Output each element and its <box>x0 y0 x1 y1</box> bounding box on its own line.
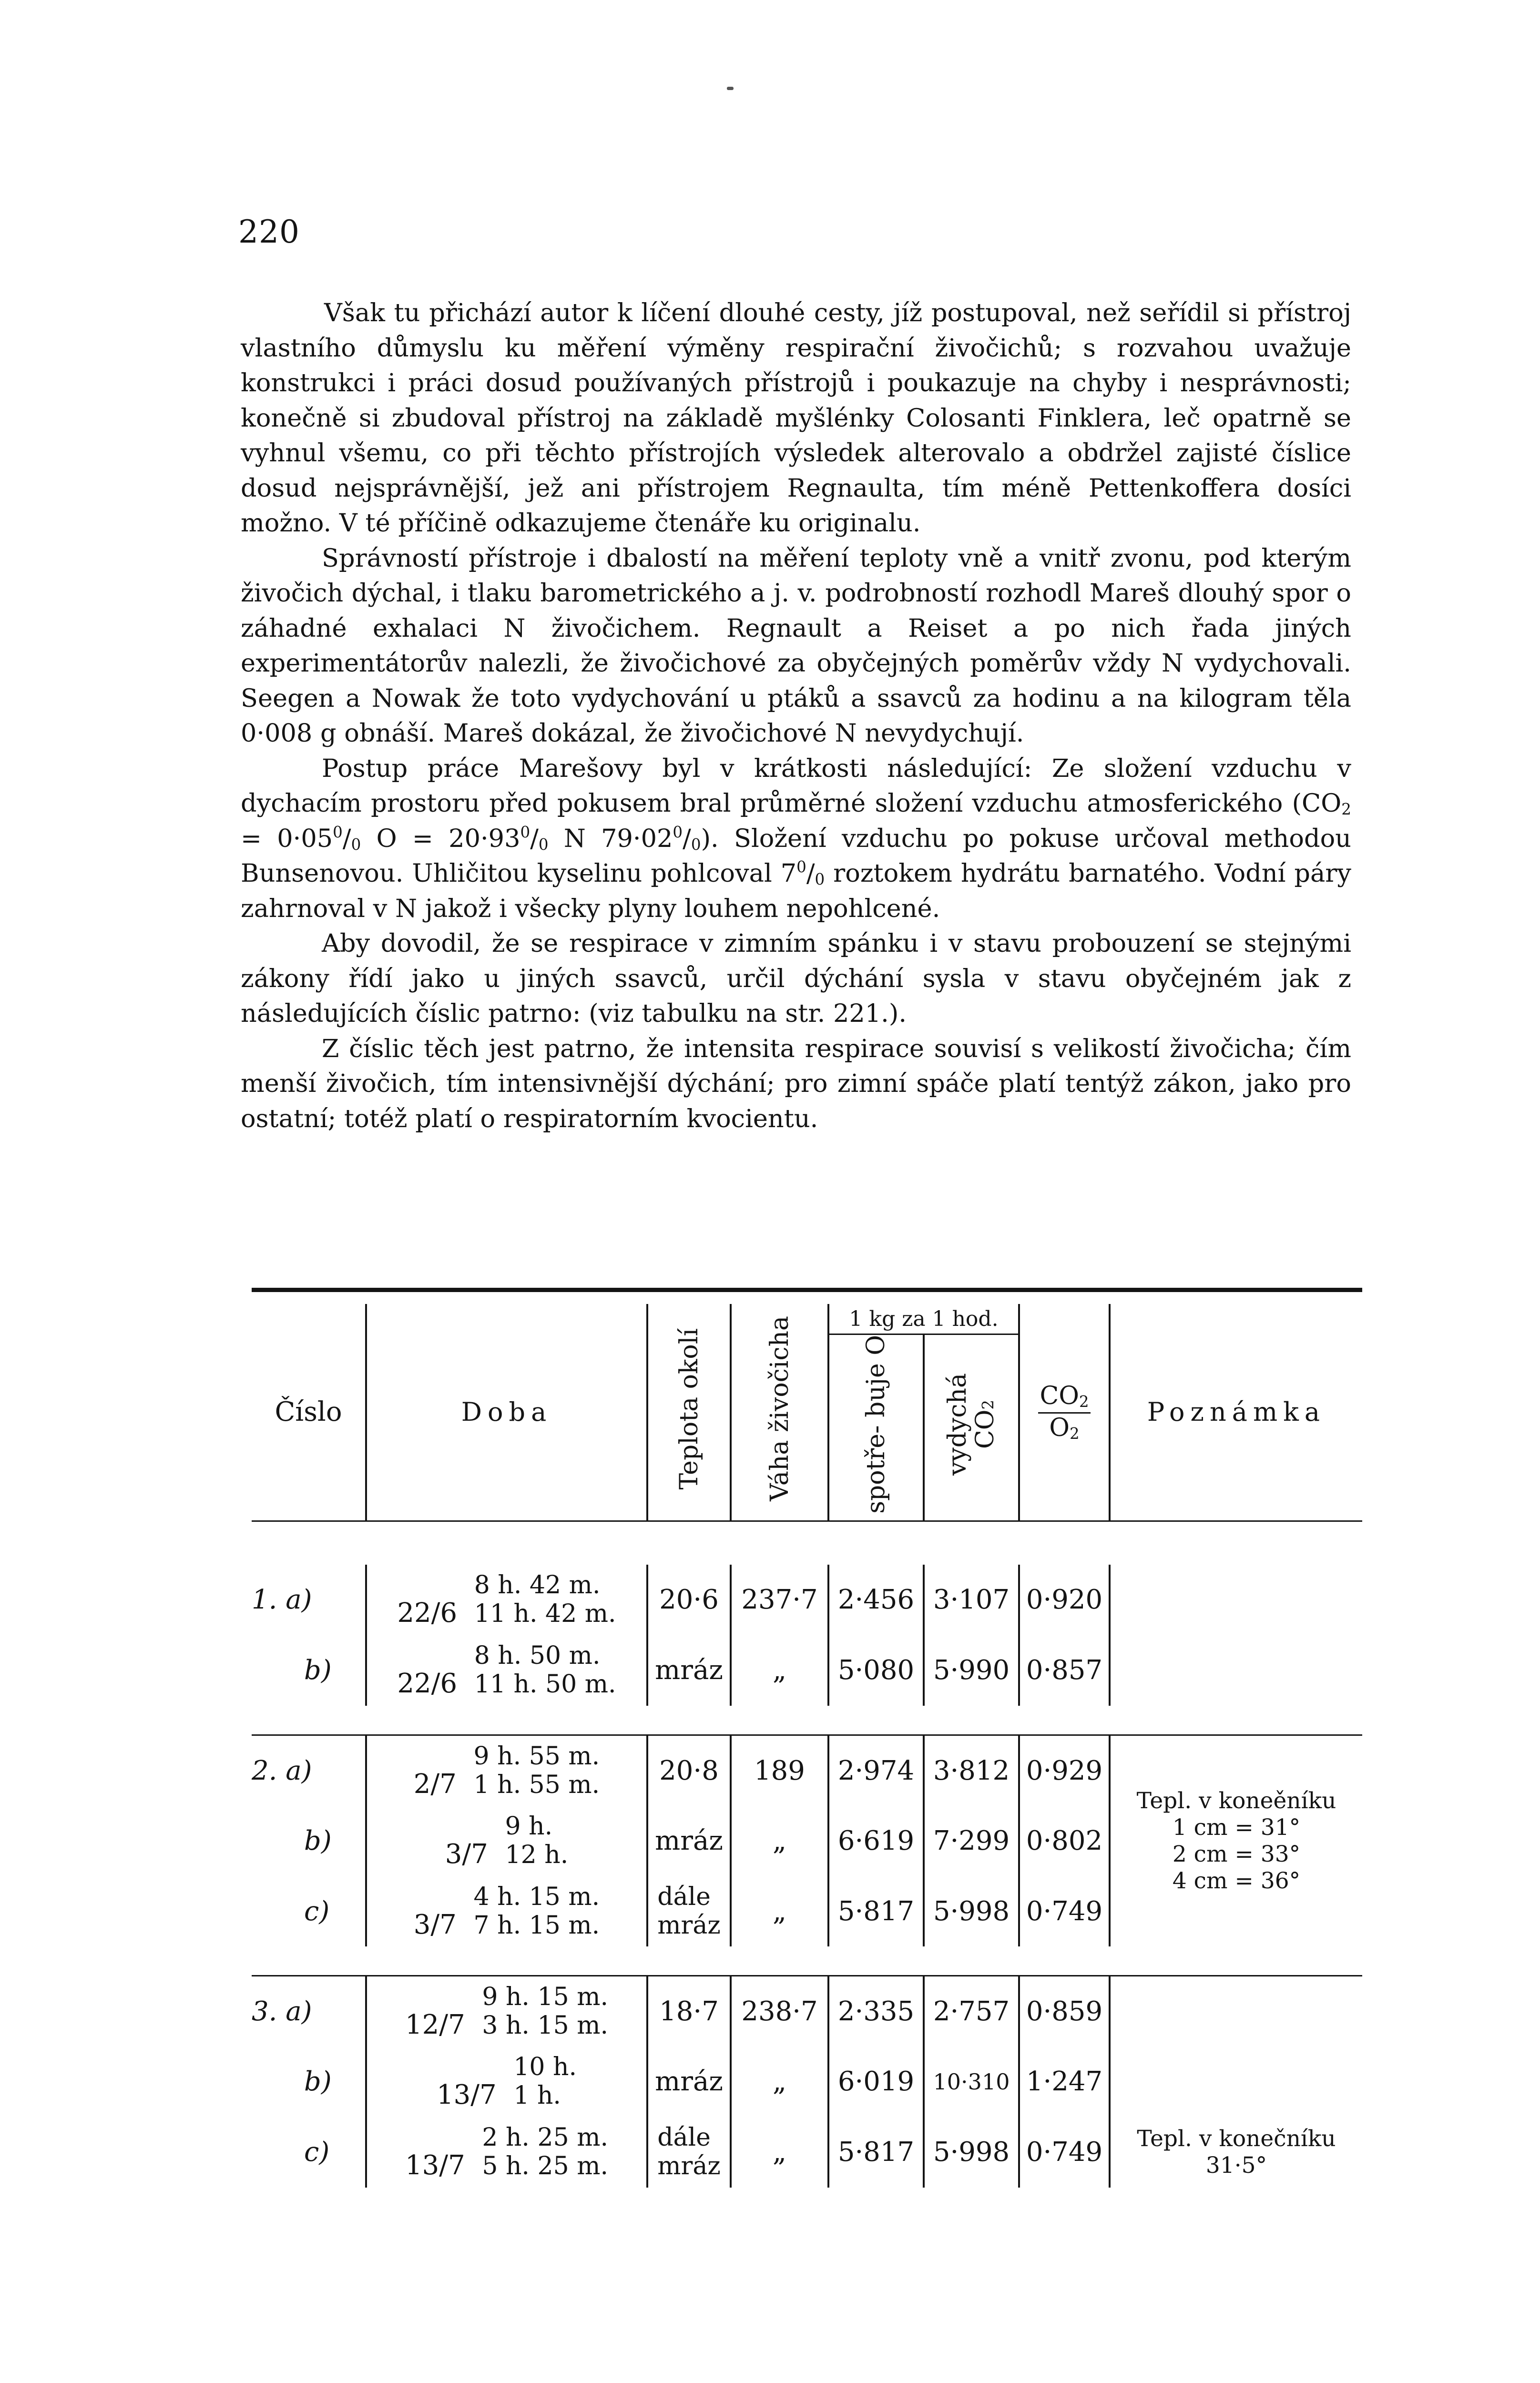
row-cislo: c) <box>304 2137 330 2168</box>
row-o: 2·456 <box>828 1565 924 1635</box>
row-ratio: 0·859 <box>1019 1976 1110 2047</box>
row-o: 5·080 <box>828 1635 924 1706</box>
row-note <box>1110 1976 1362 2047</box>
row-note <box>1110 1635 1362 1706</box>
row-ratio: 1·247 <box>1019 2047 1110 2117</box>
row-vaha: 189 <box>731 1735 828 1805</box>
row-o: 6·019 <box>828 2047 924 2117</box>
table-row <box>252 1635 1362 1706</box>
row-o: 2·974 <box>828 1735 924 1805</box>
row-co2: 10·310 <box>924 2047 1019 2117</box>
row-doba: 22/6 8 h. 50 m. 11 h. 50 m. <box>366 1635 647 1706</box>
header-poznamka: Poznámka <box>1110 1304 1362 1521</box>
row-doba: 3/7 4 h. 15 m. 7 h. 15 m. <box>366 1876 647 1946</box>
print-speck <box>727 87 734 90</box>
row-cislo: 2. a) <box>252 1755 312 1786</box>
paragraph-2: Správností přístroje i dbalostí na měření teploty vně a vnitř zvonu, pod kterým živočich dýchal, i tlaku barometrického a j. v. podrobností rozhodl Mareš dlouhý spor o záhadné exhalaci N živočichem. Regnault a Reiset a po nich řada jiných experimentátorův nalezli, že živočichové za obyčejných poměrův vždy N vydychovali. Seegen a Nowak že toto vydychování u ptáků a ssavců za hodinu a na kilogram těla 0·008 g obnáší. Mareš dokázal, že živočichové N nevydychují. <box>241 543 1351 748</box>
paragraph-3: Postup práce Marešovy byl v krátkosti následující: Ze složení vzduchu v dychacím prostoru před pokusem bral průměrné složení vzduchu atmosferického ($CO_2 = 0\cdot 05^0/_0$ $O = 20\cdot 93^0/_0$ N $79\cdot 02^0/_0$). Složení vzduchu po pokuse určoval methodou Bunsenovou. Uhličitou kyselinu pohlcoval $7^0/_0$ roztokem hydrátu barnatého. Vodní páry zahrnoval v N jakož i všecky plyny louhem nepohlcené. <box>241 754 1351 923</box>
row-cislo: b) <box>304 1655 332 1686</box>
row-note-1: Tepl. v koneěníku 1 cm = 31° 2 cm = 33° 4 cm = 36° <box>1110 1735 1362 1946</box>
row-doba: 22/6 8 h. 42 m. 11 h. 42 m. <box>366 1565 647 1635</box>
table-row <box>252 1976 1362 2047</box>
row-co2: 2·757 <box>924 1976 1019 2047</box>
paragraph-5: Z číslic těch jest patrno, že intensita respirace souvisí s velikostí živočicha; čím menší živočich, tím intensivnější dýchání; pro zimní spáče platí tentýž zákon, jako pro ostatní; totéž platí o respiratorním kvocientu. <box>241 1034 1351 1133</box>
body-text <box>241 295 1351 1136</box>
row-teplota: dále mráz <box>647 1876 731 1946</box>
table-top-rule <box>252 1288 1362 1292</box>
row-teplota: 20·8 <box>647 1735 731 1805</box>
row-doba: 13/7 10 h. 1 h. <box>366 2047 647 2117</box>
row-o: 6·619 <box>828 1805 924 1876</box>
row-co2: 3·812 <box>924 1735 1019 1805</box>
header-group-1kg: 1 kg za 1 hod. <box>828 1304 1019 1334</box>
header-spotrebuje: spotře- buje O <box>828 1334 924 1521</box>
header-teplota: Teplota okolí <box>647 1304 731 1521</box>
row-co2: 5·998 <box>924 1876 1019 1946</box>
header-cislo: Číslo <box>275 1396 342 1428</box>
table-row <box>252 1565 1362 1635</box>
table-row <box>252 2047 1362 2117</box>
row-cislo: c) <box>304 1895 330 1927</box>
row-cislo: 1. a) <box>252 1584 312 1616</box>
row-doba: 3/7 9 h. 12 h. <box>366 1805 647 1876</box>
row-o: 5·817 <box>828 2117 924 2188</box>
table-row <box>252 2117 1362 2188</box>
row-o: 2·335 <box>828 1976 924 2047</box>
row-doba: 2/7 9 h. 55 m. 1 h. 55 m. <box>366 1735 647 1805</box>
row-vaha: „ <box>731 2117 828 2188</box>
respiration-table <box>252 1304 1362 2230</box>
row-teplota: dále mráz <box>647 2117 731 2188</box>
row-teplota: mráz <box>647 1635 731 1706</box>
row-cislo: 3. a) <box>252 1996 312 2027</box>
row-teplota: 18·7 <box>647 1976 731 2047</box>
header-doba: Doba <box>366 1304 647 1521</box>
row-ratio: 0·802 <box>1019 1805 1110 1876</box>
header-vaha: Váha živočicha <box>731 1304 828 1521</box>
table-row <box>252 1735 1362 1805</box>
row-o: 5·817 <box>828 1876 924 1946</box>
paragraph-4: Aby dovodil, že se respirace v zimním spánku i v stavu probouzení se stejnými zákony řídí jako u jiných ssavců, určil dýchání sysla v stavu obyčejném jak z následujících číslic patrno: (viz tabulku na str. 221.). <box>241 929 1351 1028</box>
header-ratio: $\frac{CO_2}{O_2}$ <box>1019 1304 1110 1521</box>
row-vaha: „ <box>731 2047 828 2117</box>
row-co2: 7·299 <box>924 1805 1019 1876</box>
row-ratio: 0·749 <box>1019 1876 1110 1946</box>
row-ratio: 0·929 <box>1019 1735 1110 1805</box>
row-co2: 5·998 <box>924 2117 1019 2188</box>
row-doba: 13/7 2 h. 25 m. 5 h. 25 m. <box>366 2117 647 2188</box>
row-note <box>1110 1565 1362 1635</box>
row-ratio: 0·857 <box>1019 1635 1110 1706</box>
paragraph-1: Však tu přichází autor k líčení dlouhé cesty, jíž postupoval, než seřídil si přístroj vlastního důmyslu ku měření výměny respirační živočichů; s rozvahou uvažuje konstrukci i práci dosud používaných přístrojů i poukazuje na chyby i nesprávnosti; konečně si zbudoval přístroj na základě myšlénky Colosanti Finklera, leč opatrně se vyhnul všemu, co při těchto přístrojích výsledek alterovalo a obdržel zajisté číslice dosud nejsprávnější, jež ani přístrojem Regnaulta, tím méně Pettenkoffera dosíci možno. V té příčině odkazujeme čtenáře ku originalu. <box>241 298 1351 538</box>
row-vaha: „ <box>731 1635 828 1706</box>
page-number: 220 <box>238 214 300 250</box>
row-teplota: mráz <box>647 1805 731 1876</box>
row-note-2: Tepl. v konečníku 31·5° <box>1110 2117 1362 2188</box>
header-vydycha: vydychá $CO_2$ <box>924 1334 1019 1521</box>
row-cislo: b) <box>304 1825 332 1856</box>
row-co2: 3·107 <box>924 1565 1019 1635</box>
row-teplota: 20·6 <box>647 1565 731 1635</box>
row-vaha: 237·7 <box>731 1565 828 1635</box>
row-teplota: mráz <box>647 2047 731 2117</box>
row-vaha: „ <box>731 1805 828 1876</box>
row-vaha: 238·7 <box>731 1976 828 2047</box>
row-note <box>1110 2047 1362 2117</box>
row-cislo: b) <box>304 2066 332 2098</box>
row-vaha: „ <box>731 1876 828 1946</box>
row-co2: 5·990 <box>924 1635 1019 1706</box>
row-ratio: 0·920 <box>1019 1565 1110 1635</box>
row-doba: 12/7 9 h. 15 m. 3 h. 15 m. <box>366 1976 647 2047</box>
row-ratio: 0·749 <box>1019 2117 1110 2188</box>
